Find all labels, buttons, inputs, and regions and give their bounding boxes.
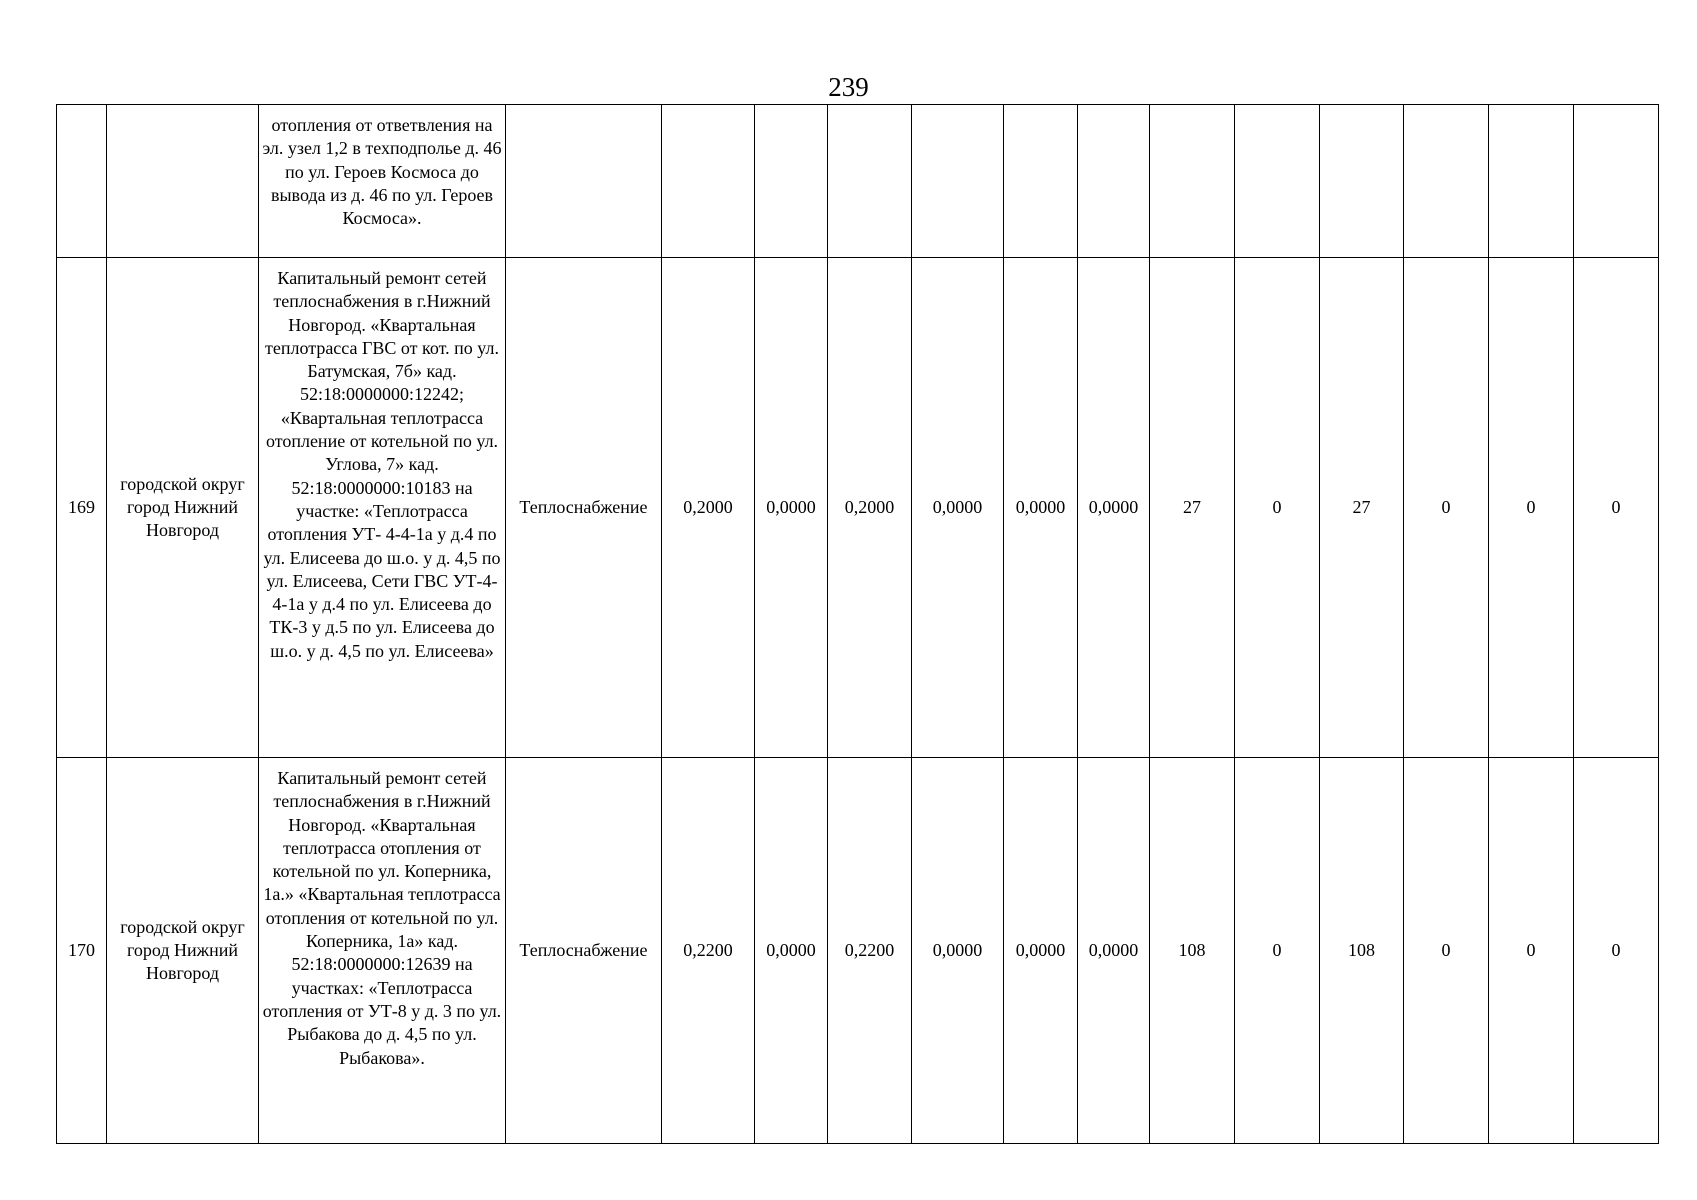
value-cell-12: 0 — [1574, 258, 1659, 758]
row-number-cell: 169 — [57, 258, 107, 758]
value-cell-5: 0,0000 — [1004, 258, 1078, 758]
value-cell-11: 0 — [1489, 258, 1574, 758]
value-cell-9: 27 — [1320, 258, 1404, 758]
value-cell-1: 0,2000 — [662, 258, 755, 758]
value-cell-1: 0,2200 — [662, 758, 755, 1144]
value-cell-7: 108 — [1150, 758, 1235, 1144]
value-cell-2 — [755, 105, 828, 258]
type-cell: Теплоснабжение — [506, 258, 662, 758]
value-cell-2: 0,0000 — [755, 258, 828, 758]
value-cell-8 — [1235, 105, 1320, 258]
table-row — [57, 758, 1659, 1144]
value-cell-12: 0 — [1574, 758, 1659, 1144]
value-cell-7 — [1150, 105, 1235, 258]
type-cell — [506, 105, 662, 258]
value-cell-11: 0 — [1489, 758, 1574, 1144]
value-cell-3: 0,2200 — [828, 758, 912, 1144]
value-cell-4 — [912, 105, 1004, 258]
municipality-cell: городской округ город Нижний Новгород — [107, 758, 259, 1144]
description-cell: отопления от ответвления на эл. узел 1,2 в техподполье д. 46 по ул. Героев Космоса до вывода из д. 46 по ул. Героев Космоса». — [259, 105, 506, 258]
value-cell-10: 0 — [1404, 258, 1489, 758]
value-cell-2: 0,0000 — [755, 758, 828, 1144]
value-cell-4: 0,0000 — [912, 258, 1004, 758]
value-cell-8: 0 — [1235, 258, 1320, 758]
table-row — [57, 258, 1659, 758]
value-cell-5: 0,0000 — [1004, 758, 1078, 1144]
value-cell-11 — [1489, 105, 1574, 258]
table-row — [57, 105, 1659, 258]
row-number-cell — [57, 105, 107, 258]
type-cell: Теплоснабжение — [506, 758, 662, 1144]
description-cell: Капитальный ремонт сетей теплоснабжения в г.Нижний Новгород. «Квартальная теплотрасса отопления от котельной по ул. Коперника, 1а.» «Квартальная теплотрасса отопления от котельной по ул. Коперника, 1а» кад. 52:18:0000000:12639 на участках: «Теплотрасса отопления от УТ-8 у д. 3 по ул. Рыбакова до д. 4,5 по ул. Рыбакова». — [259, 758, 506, 1144]
value-cell-1 — [662, 105, 755, 258]
value-cell-9: 108 — [1320, 758, 1404, 1144]
page-number: 239 — [828, 72, 869, 102]
value-cell-7: 27 — [1150, 258, 1235, 758]
value-cell-3: 0,2000 — [828, 258, 912, 758]
value-cell-12 — [1574, 105, 1659, 258]
value-cell-9 — [1320, 105, 1404, 258]
value-cell-4: 0,0000 — [912, 758, 1004, 1144]
description-cell: Капитальный ремонт сетей теплоснабжения в г.Нижний Новгород. «Квартальная теплотрасса ГВС от кот. по ул. Батумская, 7б» кад. 52:18:0000000:12242; «Квартальная теплотрасса отопление от котельной по ул. Углова, 7» кад. 52:18:0000000:10183 на участке: «Теплотрасса отопления УТ- 4-4-1а у д.4 по ул. Елисеева до ш.о. у д. 4,5 по ул. Елисеева, Сети ГВС УТ-4-4-1а у д.4 по ул. Елисеева до ТК-3 у д.5 по ул. Елисеева до ш.о. у д. 4,5 по ул. Елисеева» — [259, 258, 506, 758]
value-cell-10 — [1404, 105, 1489, 258]
value-cell-6: 0,0000 — [1078, 258, 1150, 758]
value-cell-6 — [1078, 105, 1150, 258]
value-cell-3 — [828, 105, 912, 258]
value-cell-8: 0 — [1235, 758, 1320, 1144]
municipality-cell: городской округ город Нижний Новгород — [107, 258, 259, 758]
value-cell-5 — [1004, 105, 1078, 258]
data-table — [56, 104, 1659, 1144]
municipality-cell — [107, 105, 259, 258]
row-number-cell: 170 — [57, 758, 107, 1144]
value-cell-6: 0,0000 — [1078, 758, 1150, 1144]
value-cell-10: 0 — [1404, 758, 1489, 1144]
